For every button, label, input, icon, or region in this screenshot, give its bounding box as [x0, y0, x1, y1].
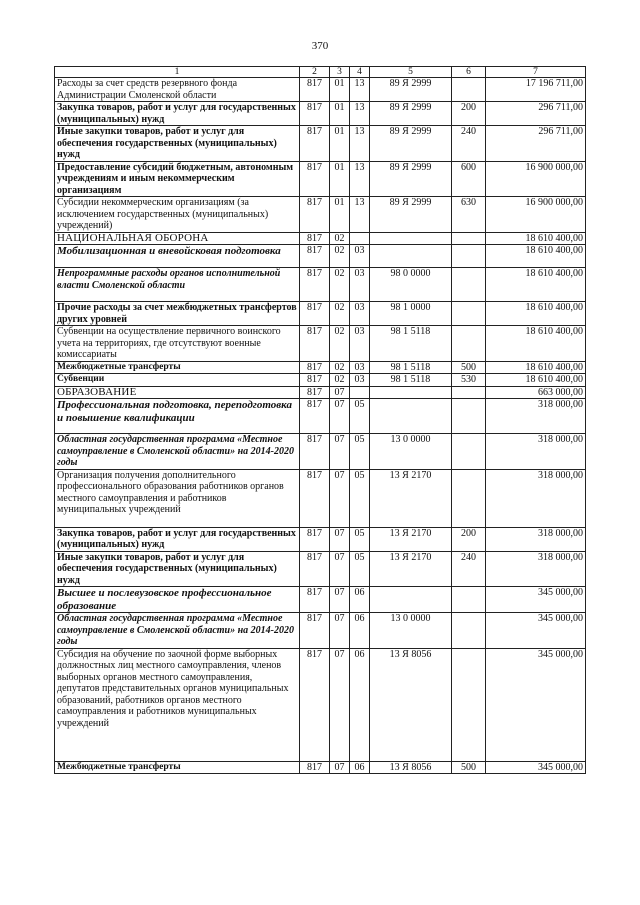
table-row [55, 268, 586, 302]
table-row [55, 302, 586, 326]
admin-code: 817 [300, 386, 330, 399]
target-article-code: 89 Я 2999 [370, 197, 452, 233]
subsection-code: 05 [350, 551, 370, 587]
column-header: 5 [370, 67, 452, 78]
target-article-code: 13 Я 2170 [370, 527, 452, 551]
target-article-code: 89 Я 2999 [370, 78, 452, 102]
column-header: 6 [452, 67, 486, 78]
row-name: Субсидии некоммерческим организациям (за исключением государственных (муниципальных) учреждений) [55, 197, 300, 233]
admin-code: 817 [300, 245, 330, 268]
row-name: Иные закупки товаров, работ и услуг для обеспечения государственных (муниципальных) нужд [55, 551, 300, 587]
table-row [55, 245, 586, 268]
target-article-code: 13 Я 8056 [370, 648, 452, 761]
row-name: Областная государственная программа «Местное самоуправление в Смоленской области» на 2014-2020 годы [55, 613, 300, 649]
amount: 18 610 400,00 [486, 268, 586, 302]
table-row [55, 399, 586, 434]
subsection-code: 03 [350, 361, 370, 374]
table-row [55, 126, 586, 162]
admin-code: 817 [300, 551, 330, 587]
target-article-code: 13 Я 8056 [370, 761, 452, 774]
admin-code: 817 [300, 102, 330, 126]
section-code: 07 [330, 761, 350, 774]
page-number: 370 [311, 40, 329, 52]
admin-code: 817 [300, 527, 330, 551]
admin-code: 817 [300, 326, 330, 362]
admin-code: 817 [300, 399, 330, 434]
section-code: 02 [330, 268, 350, 302]
expense-type-code [452, 78, 486, 102]
expense-type-code: 500 [452, 361, 486, 374]
admin-code: 817 [300, 232, 330, 245]
amount: 296 711,00 [486, 126, 586, 162]
section-code: 07 [330, 399, 350, 434]
section-code: 01 [330, 78, 350, 102]
expense-type-code: 240 [452, 126, 486, 162]
budget-table [54, 66, 586, 774]
row-name: Непрограммные расходы органов исполнительной власти Смоленской области [55, 268, 300, 302]
column-header: 4 [350, 67, 370, 78]
table-row [55, 587, 586, 613]
section-code: 02 [330, 302, 350, 326]
target-article-code [370, 587, 452, 613]
table-row [55, 374, 586, 387]
expense-type-code [452, 648, 486, 761]
column-header: 2 [300, 67, 330, 78]
target-article-code: 89 Я 2999 [370, 126, 452, 162]
table-row [55, 434, 586, 470]
subsection-code: 03 [350, 326, 370, 362]
amount: 18 610 400,00 [486, 302, 586, 326]
target-article-code: 89 Я 2999 [370, 161, 452, 197]
table-header-row [55, 67, 586, 78]
expense-type-code [452, 268, 486, 302]
admin-code: 817 [300, 374, 330, 387]
subsection-code: 06 [350, 613, 370, 649]
expense-type-code [452, 434, 486, 470]
expense-type-code [452, 302, 486, 326]
row-name: Субсидия на обучение по заочной форме выборных должностных лиц местного самоуправления, членов выборных органов местного самоуправления, депутатов представительных органов муниципальных образований, работников органов местного самоуправления и работников муниципальных учреждений [55, 648, 300, 761]
amount: 318 000,00 [486, 527, 586, 551]
target-article-code: 89 Я 2999 [370, 102, 452, 126]
subsection-code: 13 [350, 197, 370, 233]
section-code: 02 [330, 232, 350, 245]
expense-type-code [452, 245, 486, 268]
table-row [55, 326, 586, 362]
row-name: Иные закупки товаров, работ и услуг для обеспечения государственных (муниципальных) нужд [55, 126, 300, 162]
target-article-code: 98 1 5118 [370, 374, 452, 387]
subsection-code: 05 [350, 527, 370, 551]
target-article-code [370, 399, 452, 434]
amount: 663 000,00 [486, 386, 586, 399]
admin-code: 817 [300, 469, 330, 527]
section-code: 07 [330, 613, 350, 649]
subsection-code: 05 [350, 434, 370, 470]
expense-type-code [452, 386, 486, 399]
row-name: Прочие расходы за счет межбюджетных трансфертов других уровней [55, 302, 300, 326]
subsection-code: 06 [350, 587, 370, 613]
target-article-code: 98 1 5118 [370, 361, 452, 374]
table-row [55, 161, 586, 197]
admin-code: 817 [300, 613, 330, 649]
target-article-code: 13 0 0000 [370, 434, 452, 470]
admin-code: 817 [300, 648, 330, 761]
section-code: 07 [330, 551, 350, 587]
amount: 318 000,00 [486, 551, 586, 587]
amount: 345 000,00 [486, 613, 586, 649]
row-name: Закупка товаров, работ и услуг для государственных (муниципальных) нужд [55, 527, 300, 551]
target-article-code: 13 Я 2170 [370, 469, 452, 527]
section-code: 07 [330, 587, 350, 613]
row-name: Высшее и послевузовское профессиональное образование [55, 587, 300, 613]
subsection-code: 03 [350, 302, 370, 326]
row-name: Мобилизационная и вневойсковая подготовка [55, 245, 300, 268]
target-article-code: 98 1 0000 [370, 302, 452, 326]
amount: 318 000,00 [486, 434, 586, 470]
admin-code: 817 [300, 161, 330, 197]
subsection-code: 06 [350, 648, 370, 761]
expense-type-code: 200 [452, 527, 486, 551]
table-row [55, 613, 586, 649]
amount: 296 711,00 [486, 102, 586, 126]
section-code: 02 [330, 361, 350, 374]
row-name: Межбюджетные трансферты [55, 761, 300, 774]
amount: 18 610 400,00 [486, 232, 586, 245]
section-code: 07 [330, 434, 350, 470]
table-row [55, 232, 586, 245]
table-row [55, 527, 586, 551]
expense-type-code: 500 [452, 761, 486, 774]
admin-code: 817 [300, 126, 330, 162]
admin-code: 817 [300, 761, 330, 774]
admin-code: 817 [300, 197, 330, 233]
row-name: Межбюджетные трансферты [55, 361, 300, 374]
amount: 17 196 711,00 [486, 78, 586, 102]
table-row [55, 551, 586, 587]
column-header: 1 [55, 67, 300, 78]
section-code: 07 [330, 648, 350, 761]
subsection-code: 05 [350, 399, 370, 434]
target-article-code: 98 0 0000 [370, 268, 452, 302]
subsection-code: 13 [350, 161, 370, 197]
subsection-code: 06 [350, 761, 370, 774]
target-article-code [370, 232, 452, 245]
amount: 18 610 400,00 [486, 326, 586, 362]
expense-type-code [452, 232, 486, 245]
admin-code: 817 [300, 78, 330, 102]
expense-type-code: 630 [452, 197, 486, 233]
row-name: Организация получения дополнительного профессионального образования работников органов местного самоуправления и работников муниципальных учреждений [55, 469, 300, 527]
section-code: 01 [330, 102, 350, 126]
section-code: 02 [330, 374, 350, 387]
section-code: 01 [330, 126, 350, 162]
target-article-code: 98 1 5118 [370, 326, 452, 362]
admin-code: 817 [300, 268, 330, 302]
row-name: Расходы за счет средств резервного фонда Администрации Смоленской области [55, 78, 300, 102]
amount: 18 610 400,00 [486, 361, 586, 374]
table-body [55, 78, 586, 774]
table-row [55, 361, 586, 374]
expense-type-code: 530 [452, 374, 486, 387]
section-code: 02 [330, 326, 350, 362]
expense-type-code [452, 326, 486, 362]
section-code: 07 [330, 527, 350, 551]
column-header: 3 [330, 67, 350, 78]
column-header: 7 [486, 67, 586, 78]
subsection-code: 13 [350, 126, 370, 162]
target-article-code [370, 245, 452, 268]
expense-type-code [452, 399, 486, 434]
row-name: Областная государственная программа «Местное самоуправление в Смоленской области» на 2014-2020 годы [55, 434, 300, 470]
row-name: ОБРАЗОВАНИЕ [55, 386, 300, 399]
amount: 345 000,00 [486, 648, 586, 761]
expense-type-code [452, 613, 486, 649]
subsection-code: 03 [350, 268, 370, 302]
amount: 18 610 400,00 [486, 245, 586, 268]
target-article-code: 13 0 0000 [370, 613, 452, 649]
expense-type-code [452, 469, 486, 527]
amount: 345 000,00 [486, 761, 586, 774]
row-name: Закупка товаров, работ и услуг для государственных (муниципальных) нужд [55, 102, 300, 126]
table-row [55, 648, 586, 761]
section-code: 07 [330, 469, 350, 527]
amount: 318 000,00 [486, 399, 586, 434]
section-code: 01 [330, 197, 350, 233]
table-row [55, 469, 586, 527]
row-name: Предоставление субсидий бюджетным, автономным учреждениям и иным некоммерческим организациям [55, 161, 300, 197]
target-article-code: 13 Я 2170 [370, 551, 452, 587]
table-row [55, 761, 586, 774]
admin-code: 817 [300, 434, 330, 470]
table-row [55, 386, 586, 399]
subsection-code: 03 [350, 245, 370, 268]
amount: 318 000,00 [486, 469, 586, 527]
subsection-code [350, 232, 370, 245]
expense-type-code [452, 587, 486, 613]
amount: 16 900 000,00 [486, 161, 586, 197]
row-name: Профессиональная подготовка, переподготовка и повышение квалификации [55, 399, 300, 434]
table-row [55, 78, 586, 102]
amount: 18 610 400,00 [486, 374, 586, 387]
amount: 345 000,00 [486, 587, 586, 613]
section-code: 07 [330, 386, 350, 399]
row-name: Субвенции на осуществление первичного воинского учета на территориях, где отсутствуют военные комиссариаты [55, 326, 300, 362]
expense-type-code: 600 [452, 161, 486, 197]
section-code: 01 [330, 161, 350, 197]
target-article-code [370, 386, 452, 399]
subsection-code: 13 [350, 102, 370, 126]
admin-code: 817 [300, 361, 330, 374]
table-row [55, 102, 586, 126]
row-name: Субвенции [55, 374, 300, 387]
subsection-code [350, 386, 370, 399]
admin-code: 817 [300, 587, 330, 613]
subsection-code: 03 [350, 374, 370, 387]
amount: 16 900 000,00 [486, 197, 586, 233]
subsection-code: 05 [350, 469, 370, 527]
table-row [55, 197, 586, 233]
expense-type-code: 200 [452, 102, 486, 126]
admin-code: 817 [300, 302, 330, 326]
section-code: 02 [330, 245, 350, 268]
expense-type-code: 240 [452, 551, 486, 587]
row-name: НАЦИОНАЛЬНАЯ ОБОРОНА [55, 232, 300, 245]
subsection-code: 13 [350, 78, 370, 102]
